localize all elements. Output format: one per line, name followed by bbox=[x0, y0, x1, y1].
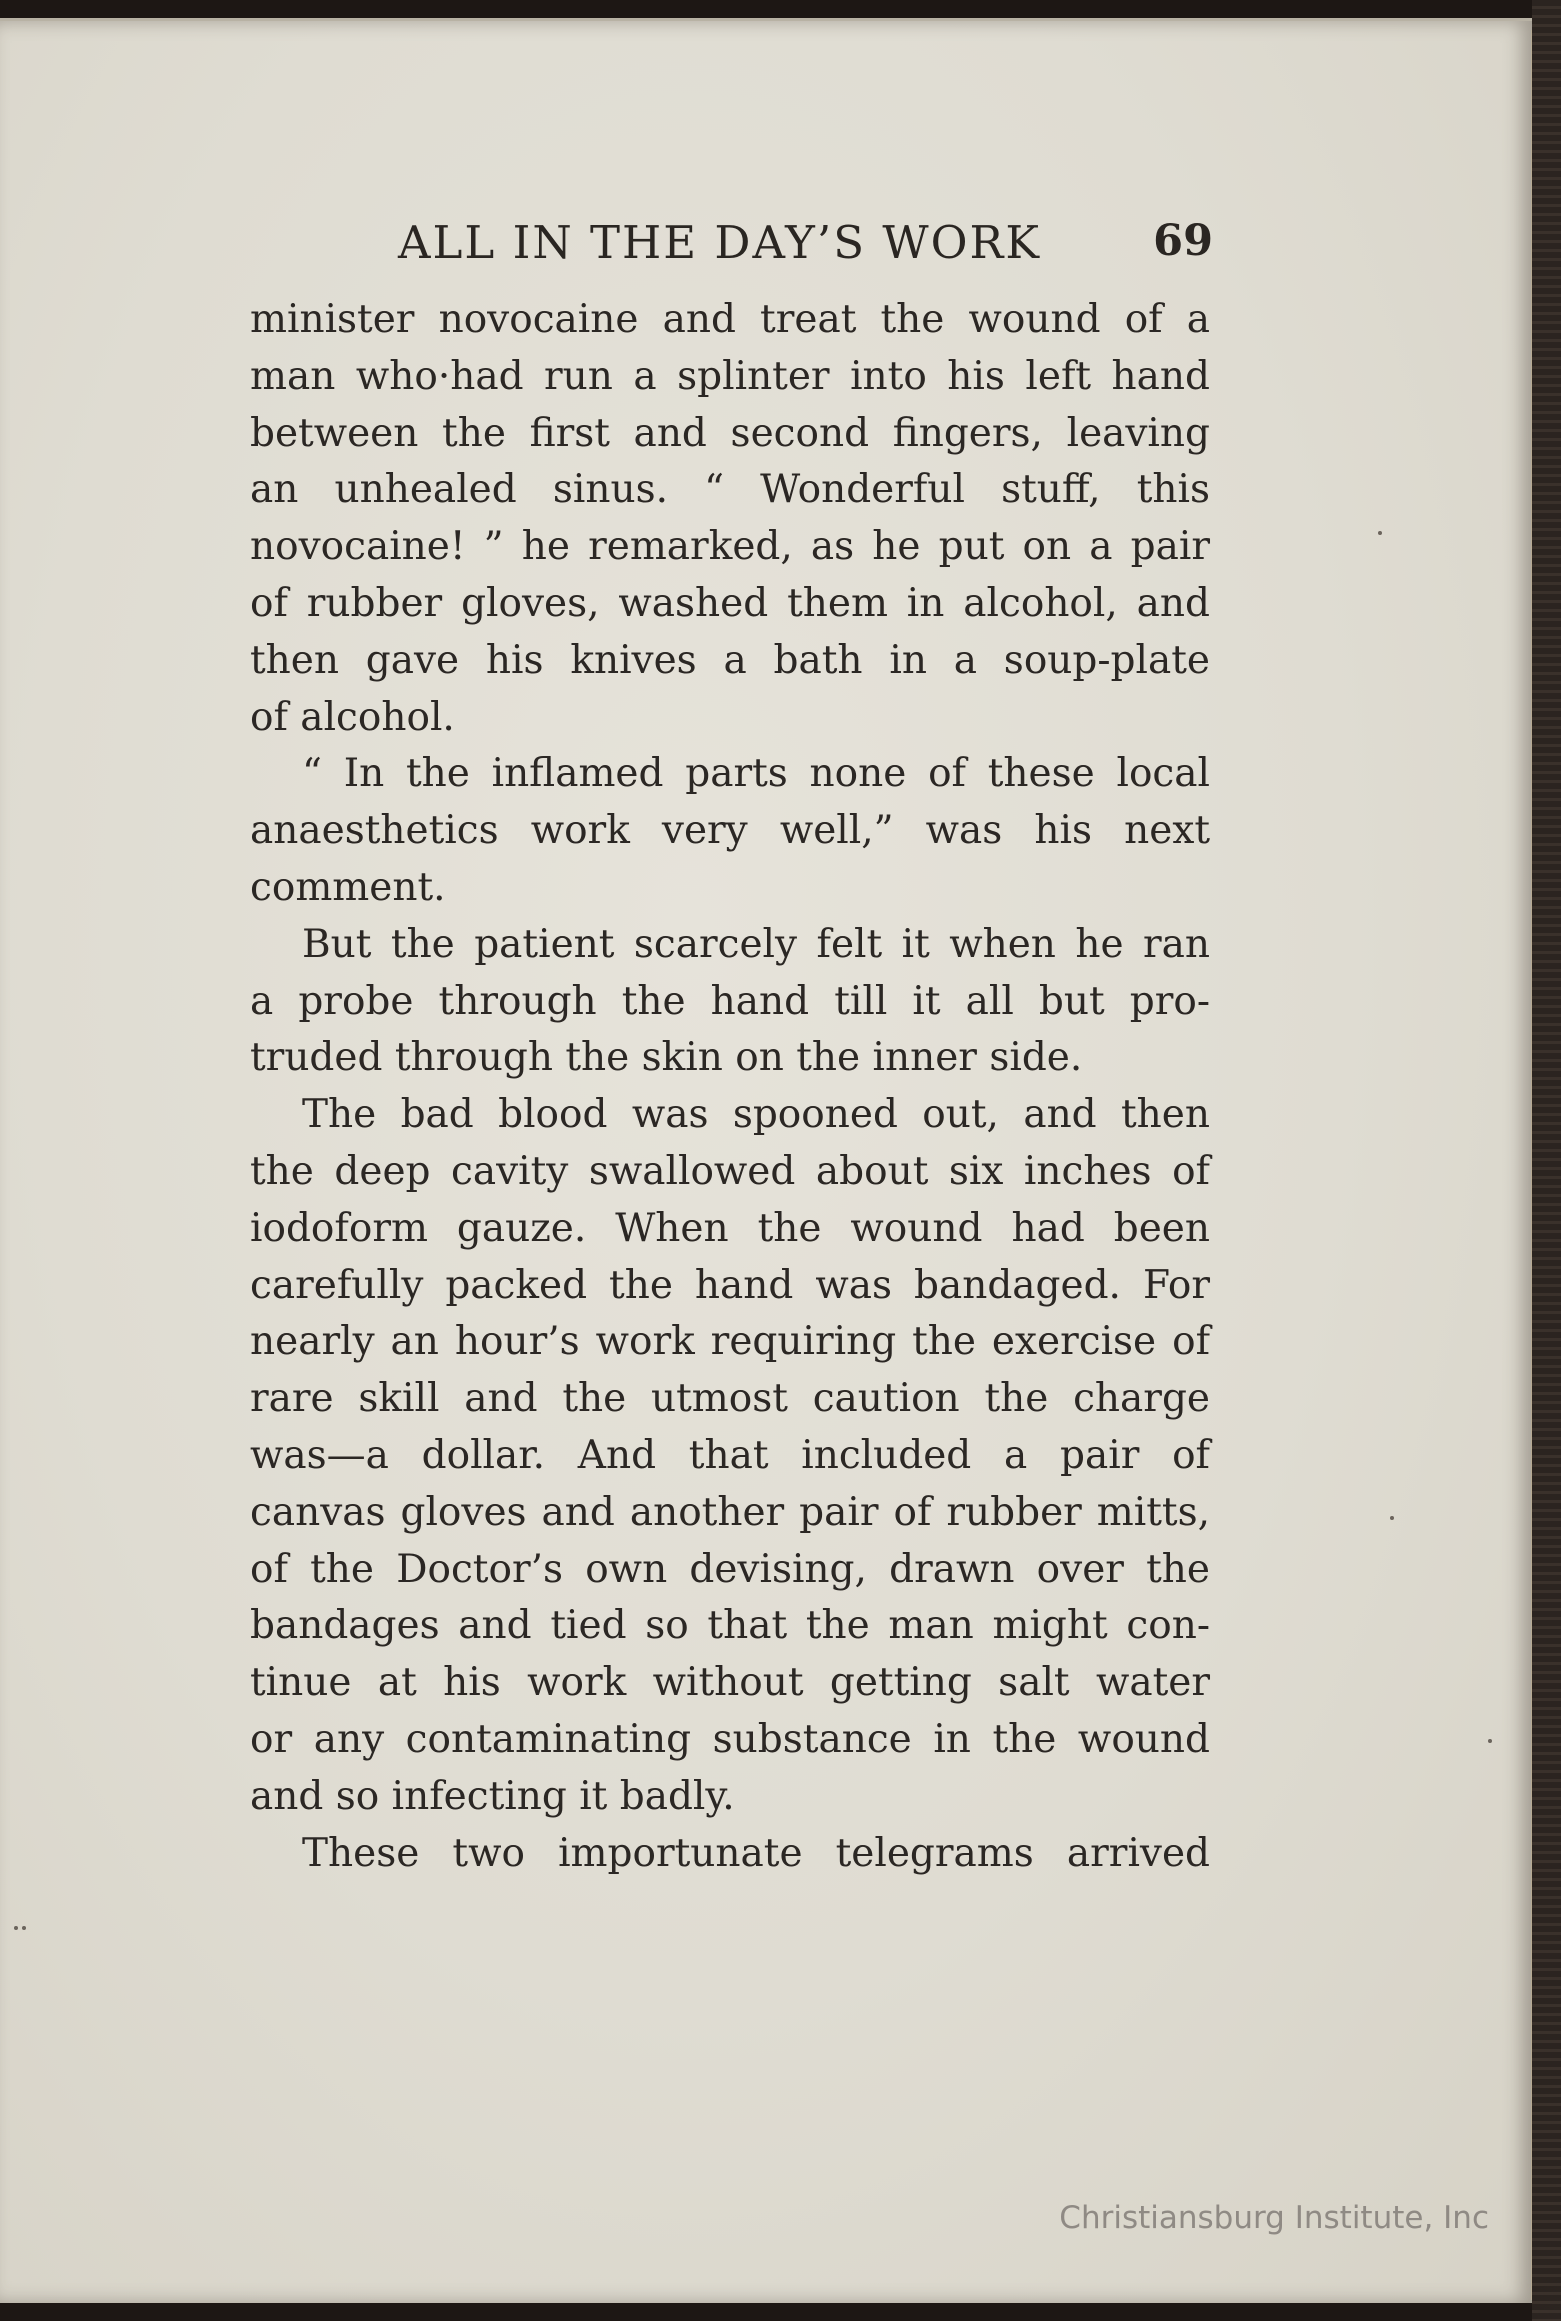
text-line: truded through the skin on the inner side. bbox=[250, 1035, 1083, 1081]
text-line: canvas gloves and another pair of rubber mitts, bbox=[250, 1489, 1210, 1535]
body-text bbox=[250, 292, 1210, 1882]
text-line: But the patient scarcely felt it when he ran bbox=[302, 921, 1210, 967]
text-line: bandages and tied so that the man might con- bbox=[250, 1603, 1210, 1649]
book-spine bbox=[1532, 0, 1561, 2321]
text-line: and so infecting it badly. bbox=[250, 1773, 735, 1819]
text-line: The bad blood was spooned out, and then bbox=[302, 1092, 1210, 1138]
text-line: was—a dollar. And that included a pair of bbox=[250, 1432, 1210, 1478]
text-line: “ In the inflamed parts none of these local bbox=[302, 751, 1210, 797]
text-line: rare skill and the utmost caution the charge bbox=[250, 1376, 1210, 1422]
text-line: the deep cavity swallowed about six inches of bbox=[250, 1148, 1210, 1194]
text-line: tinue at his work without getting salt water bbox=[250, 1660, 1210, 1706]
text-line: comment. bbox=[250, 864, 446, 910]
page-number: 69 bbox=[1153, 216, 1213, 266]
book-page bbox=[0, 18, 1534, 2303]
text-line: an unhealed sinus. “ Wonderful stuff, this bbox=[250, 467, 1210, 513]
text-line: of alcohol. bbox=[250, 694, 455, 740]
paper-speck bbox=[22, 1926, 26, 1930]
text-line: a probe through the hand till it all but pro- bbox=[250, 978, 1210, 1024]
text-line: iodoform gauze. When the wound had been bbox=[250, 1205, 1210, 1251]
text-line: of rubber gloves, washed them in alcohol, and bbox=[250, 580, 1210, 626]
text-line: anaesthetics work very well,” was his next bbox=[250, 808, 1210, 854]
paper-speck bbox=[14, 1926, 18, 1930]
paper-speck bbox=[1378, 531, 1382, 535]
text-line: carefully packed the hand was bandaged. For bbox=[250, 1262, 1210, 1308]
watermark: Christiansburg Institute, Inc bbox=[1059, 2200, 1489, 2236]
text-line: minister novocaine and treat the wound of a bbox=[250, 297, 1210, 342]
paper-speck bbox=[1488, 1739, 1492, 1743]
text-line: then gave his knives a bath in a soup-plate bbox=[250, 637, 1210, 683]
text-line: novocaine! ” he remarked, as he put on a pair bbox=[250, 524, 1210, 570]
text-line: nearly an hour’s work requiring the exercise of bbox=[250, 1319, 1210, 1365]
page-header bbox=[398, 216, 1213, 276]
text-line: These two importunate telegrams arrived bbox=[302, 1830, 1210, 1876]
text-line: of the Doctor’s own devising, drawn over the bbox=[250, 1546, 1210, 1592]
text-line: man who·had run a splinter into his left hand bbox=[250, 353, 1210, 399]
text-line: between the first and second fingers, leaving bbox=[250, 410, 1210, 456]
text-line: or any contaminating substance in the wound bbox=[250, 1716, 1210, 1762]
paper-speck bbox=[1390, 1516, 1394, 1520]
running-title: ALL IN THE DAY’S WORK bbox=[398, 216, 1041, 269]
